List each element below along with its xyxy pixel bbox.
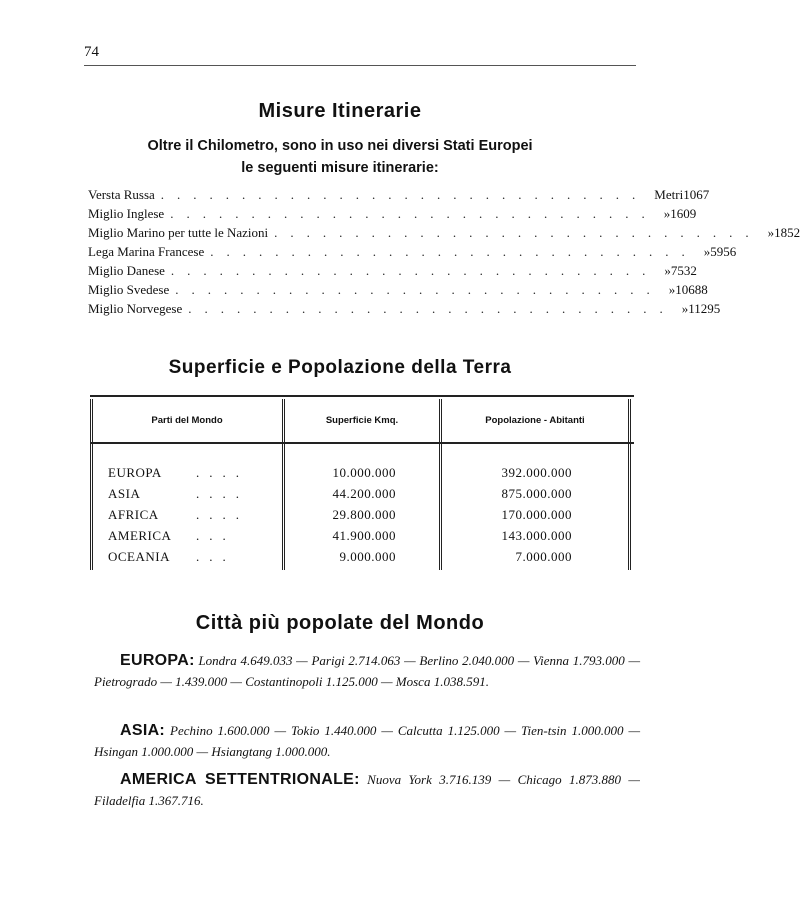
- measure-unit: »: [681, 301, 689, 316]
- cities-asia: [94, 720, 640, 762]
- table-top-rule: [90, 395, 634, 397]
- part-population: 143.000.000: [501, 528, 572, 543]
- region-label: ASIA:: [120, 722, 166, 739]
- leader-dots: ....: [196, 465, 249, 480]
- cities-europa: [94, 650, 640, 692]
- leader-dots: ..............................: [170, 263, 659, 278]
- cities-title: Città più popolate del Mondo: [195, 612, 485, 634]
- part-name: OCEANIA: [108, 549, 170, 564]
- table-header-rule: [90, 442, 634, 444]
- leader-dots: ...: [196, 528, 236, 543]
- region-label: EUROPA:: [120, 652, 195, 669]
- measures-title: Misure Itinerarie: [258, 100, 422, 122]
- measure-unit: »: [663, 206, 671, 221]
- measure-row: [88, 301, 721, 320]
- measure-name: Miglio Norvegese: [88, 301, 183, 316]
- part-area: 29.800.000: [332, 507, 396, 522]
- page-number: 74: [84, 44, 99, 60]
- table-row: [90, 549, 634, 570]
- leader-dots: ....: [196, 486, 249, 501]
- surface-table: [90, 395, 634, 570]
- table-row: [90, 486, 634, 507]
- city-list: Londra 4.649.033 — Parigi 2.714.063 — Berlino 2.040.000 — Vienna 1.793.000 — Pietrogrado — 1.439.000 — Costantinopoli 1.125.000 — Mosca 1.038.591.: [94, 653, 641, 689]
- part-name: EUROPA: [108, 465, 162, 480]
- measure-row: [88, 187, 710, 206]
- part-area: 41.900.000: [332, 528, 396, 543]
- part-name: AFRICA: [108, 507, 159, 522]
- region-label: AMERICA SETTENTRIONALE:: [120, 771, 360, 788]
- leader-dots: ...: [196, 549, 236, 564]
- part-name: AMERICA: [108, 528, 172, 543]
- measure-value: 11295: [688, 301, 721, 316]
- measure-row: [88, 263, 697, 282]
- leader-dots: ..............................: [160, 187, 649, 202]
- header-area: Superficie Kmq.: [325, 415, 399, 426]
- measures-subtitle-line-1: Oltre il Chilometro, sono in uso nei diversi Stati Europei: [147, 138, 533, 154]
- part-population: 170.000.000: [501, 507, 572, 522]
- city-list: Pechino 1.600.000 — Tokio 1.440.000 — Calcutta 1.125.000 — Tien-tsin 1.000.000 — Hsingan 1.000.000 — Hsiangtang 1.000.000.: [94, 723, 641, 759]
- measure-unit: »: [664, 263, 671, 278]
- part-area: 9.000.000: [339, 549, 396, 564]
- measure-name: Lega Marina Francese: [88, 244, 205, 259]
- measure-row: [88, 206, 697, 225]
- part-population: 7.000.000: [515, 549, 572, 564]
- measure-unit: »: [767, 225, 775, 240]
- leader-dots: ....: [196, 507, 249, 522]
- part-name: ASIA: [108, 486, 141, 501]
- measures-subtitle-line-2: le seguenti misure itinerarie:: [241, 160, 439, 176]
- measure-unit: »: [668, 282, 676, 297]
- measure-unit: Metri: [654, 187, 684, 202]
- measure-value: 1609: [670, 206, 697, 221]
- measure-name: Miglio Marino per tutte le Nazioni: [88, 225, 269, 240]
- measure-row: [88, 244, 737, 263]
- part-area: 10.000.000: [332, 465, 396, 480]
- part-population: 875.000.000: [501, 486, 572, 501]
- measure-name: Miglio Inglese: [88, 206, 165, 221]
- part-area: 44.200.000: [332, 486, 396, 501]
- measure-row: [88, 225, 800, 244]
- header-parts: Parti del Mondo: [151, 415, 223, 426]
- surface-title: Superficie e Popolazione della Terra: [168, 357, 512, 378]
- measure-value: 1852: [774, 225, 800, 240]
- header-rule: [84, 65, 636, 66]
- table-row: [90, 465, 634, 486]
- part-population: 392.000.000: [501, 465, 572, 480]
- measure-value: 1067: [683, 187, 710, 202]
- measure-name: Versta Russa: [88, 187, 155, 202]
- table-row: [90, 528, 634, 549]
- table-row: [90, 507, 634, 528]
- measure-unit: »: [703, 244, 711, 259]
- measure-name: Miglio Svedese: [88, 282, 170, 297]
- measure-row: [88, 282, 708, 301]
- leader-dots: ..............................: [274, 225, 762, 240]
- measure-name: Miglio Danese: [88, 263, 165, 278]
- leader-dots: ..............................: [175, 282, 663, 297]
- leader-dots: ..............................: [210, 244, 698, 259]
- measures-list: [88, 187, 800, 320]
- header-population: Popolazione - Abitanti: [485, 415, 585, 426]
- leader-dots: ..............................: [188, 301, 676, 316]
- measure-value: 7532: [670, 263, 697, 278]
- leader-dots: ..............................: [170, 206, 658, 221]
- measure-value: 5956: [710, 244, 737, 259]
- cities-america: [94, 769, 640, 811]
- measure-value: 10688: [675, 282, 708, 297]
- city-list: Nuova York 3.716.139 — Chicago 1.873.880 — Filadelfia 1.367.716.: [94, 772, 640, 808]
